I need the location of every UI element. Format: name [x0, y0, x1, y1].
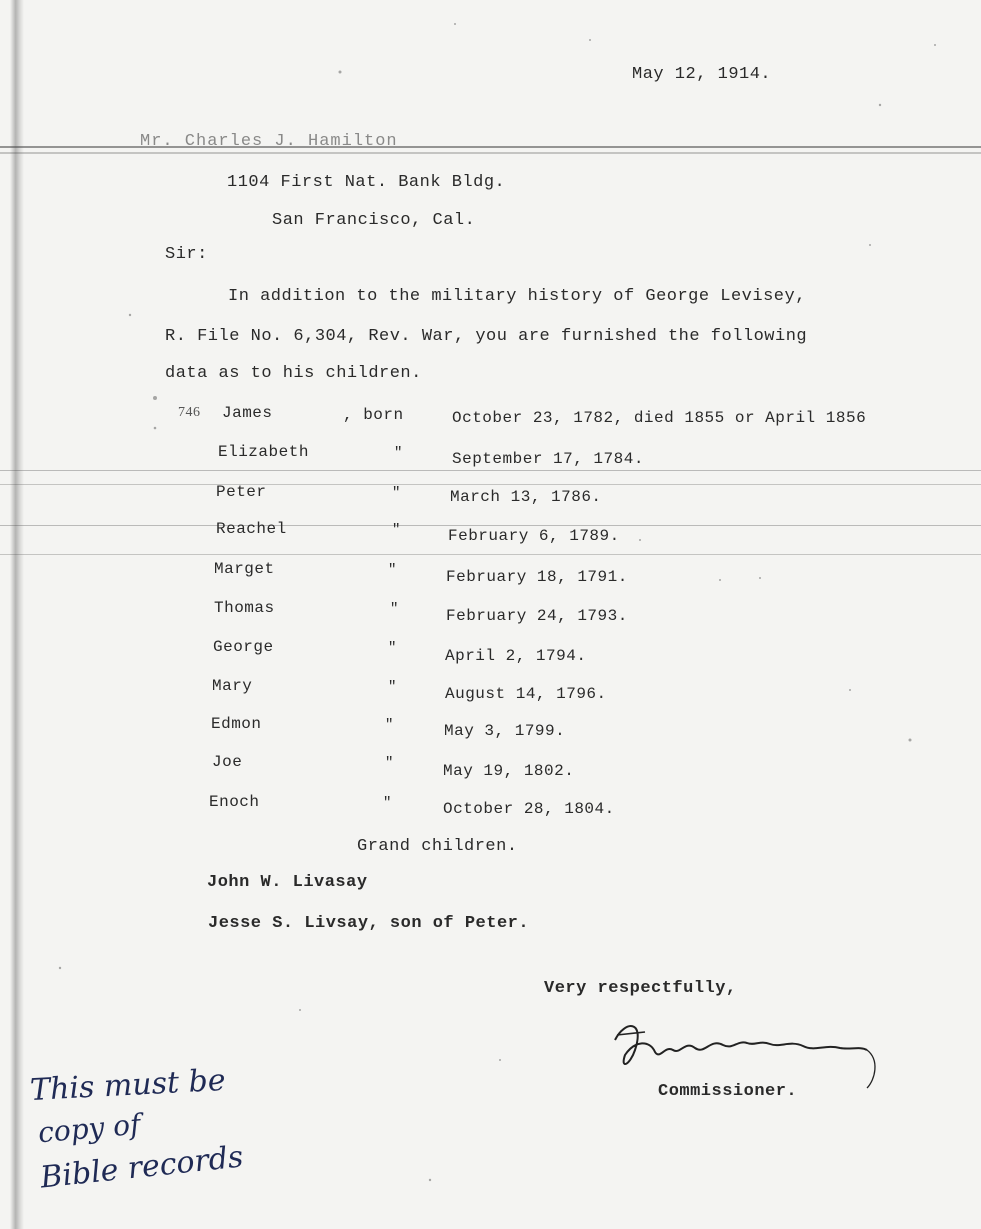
- ditto-mark: ": [388, 679, 397, 695]
- child-date: February 18, 1791.: [446, 568, 628, 586]
- child-name: Marget: [214, 560, 275, 578]
- closing: Very respectfully,: [544, 979, 737, 998]
- grandchild-1: John W. Livasay: [207, 873, 368, 892]
- ditto-mark: ": [385, 717, 394, 733]
- child-born-label: , born: [343, 406, 404, 424]
- child-name: Enoch: [209, 793, 260, 811]
- scan-shadow-left: [10, 0, 24, 1229]
- child-name: George: [213, 638, 274, 656]
- body-line-2: R. File No. 6,304, Rev. War, you are furnished the following: [165, 327, 808, 346]
- child-name: Elizabeth: [218, 443, 309, 461]
- child-date: September 17, 1784.: [452, 450, 644, 468]
- ditto-mark: ": [392, 485, 401, 501]
- child-date: February 24, 1793.: [446, 607, 628, 625]
- address-line-1: 1104 First Nat. Bank Bldg.: [227, 173, 506, 192]
- child-name: James: [222, 404, 273, 422]
- child-date: August 14, 1796.: [445, 685, 607, 703]
- addressee-name: Mr. Charles J. Hamilton: [140, 132, 398, 151]
- handwritten-line-3: Bible records: [38, 1139, 245, 1196]
- ditto-mark: ": [383, 795, 392, 811]
- child-date: March 13, 1786.: [450, 488, 602, 506]
- address-line-2: San Francisco, Cal.: [272, 211, 476, 230]
- margin-number: 746: [178, 405, 201, 420]
- child-date: May 19, 1802.: [443, 762, 575, 780]
- child-name: Peter: [216, 483, 267, 501]
- child-date: February 6, 1789.: [448, 527, 620, 545]
- child-name: Reachel: [216, 520, 287, 538]
- grandchild-2: Jesse S. Livsay, son of Peter.: [208, 914, 530, 933]
- child-name: Edmon: [211, 715, 262, 733]
- letter-date: May 12, 1914.: [632, 65, 772, 84]
- child-name: Thomas: [214, 599, 275, 617]
- handwritten-line-1: This must be: [29, 1062, 227, 1109]
- scan-streak: [0, 470, 981, 471]
- signer-title: Commissioner.: [658, 1082, 798, 1101]
- handwritten-line-2: copy of: [36, 1107, 142, 1150]
- child-name: Joe: [212, 753, 243, 771]
- child-date: April 2, 1794.: [445, 647, 587, 665]
- grandchildren-heading: Grand children.: [357, 837, 518, 856]
- ditto-mark: ": [388, 640, 397, 656]
- body-line-3: data as to his children.: [165, 364, 422, 383]
- salutation: Sir:: [165, 245, 208, 264]
- ditto-mark: ": [388, 562, 397, 578]
- ditto-mark: ": [394, 445, 403, 461]
- body-line-1: In addition to the military history of George Levisey,: [228, 287, 806, 306]
- scan-streak: [0, 152, 981, 154]
- ditto-mark: ": [392, 522, 401, 538]
- child-name: Mary: [212, 677, 253, 695]
- child-date: October 28, 1804.: [443, 800, 615, 818]
- scan-streak: [0, 554, 981, 555]
- scan-streak: [0, 525, 981, 526]
- scan-streak: [0, 484, 981, 485]
- child-date: October 23, 1782, died 1855 or April 1856: [452, 409, 867, 427]
- ditto-mark: ": [385, 755, 394, 771]
- ditto-mark: ": [390, 601, 399, 617]
- child-date: May 3, 1799.: [444, 722, 566, 740]
